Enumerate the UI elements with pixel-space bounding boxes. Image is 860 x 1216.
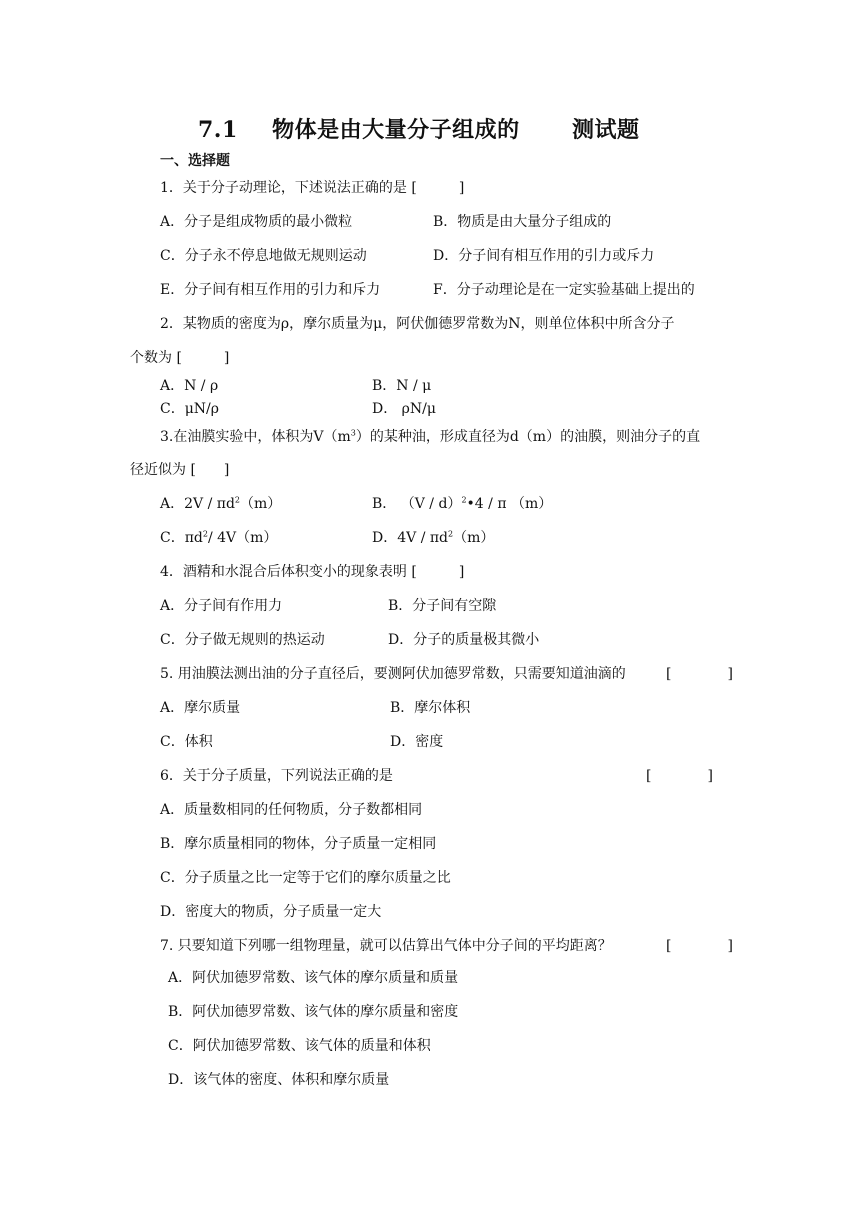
question-1-stem: 1．关于分子动理论，下述说法正确的是 [ ] xyxy=(160,180,465,196)
question-3-option-a-exponent: 2 xyxy=(234,495,241,505)
question-5-option-d: D．密度 xyxy=(390,734,444,750)
question-3-option-c xyxy=(160,528,277,548)
question-2-option-d: D． ρN/μ xyxy=(372,401,436,417)
question-7-option-d: D．该气体的密度、体积和摩尔质量 xyxy=(168,1072,390,1088)
question-1-option-a: A．分子是组成物质的最小微粒 xyxy=(160,214,353,230)
question-5-option-c: C．体积 xyxy=(160,734,213,750)
question-6-option-b: B．摩尔质量相同的物体，分子质量一定相同 xyxy=(160,836,437,852)
question-4-option-b: B．分子间有空隙 xyxy=(388,598,497,614)
question-3-option-b xyxy=(372,494,552,514)
section-heading: 一、选择题 xyxy=(160,153,230,169)
question-7-option-c: C．阿伏加德罗常数、该气体的质量和体积 xyxy=(168,1038,431,1054)
question-6-answer-bracket: [ ] xyxy=(646,768,713,784)
question-4-option-c: C．分子做无规则的热运动 xyxy=(160,632,325,648)
question-4-option-a: A．分子间有作用力 xyxy=(160,598,283,614)
question-7-option-b: B．阿伏加德罗常数、该气体的摩尔质量和密度 xyxy=(168,1004,459,1020)
question-6-option-c: C．分子质量之比一定等于它们的摩尔质量之比 xyxy=(160,870,451,886)
question-3-option-d xyxy=(372,528,494,548)
question-3-option-d-base: D．4V / πd xyxy=(372,530,449,546)
question-1-option-c: C．分子永不停息地做无规则运动 xyxy=(160,248,367,264)
question-3-stem-exponent: 3 xyxy=(350,428,356,438)
page-title xyxy=(198,113,640,144)
question-1-option-d: D．分子间有相互作用的引力或斥力 xyxy=(433,248,655,264)
question-3-stem-continued: 径近似为 [ ] xyxy=(130,462,230,478)
question-3-option-a-unit: （m） xyxy=(240,496,282,512)
question-3-stem-part-2: ）的某种油，形成直径为d（m）的油膜，则油分子的直 xyxy=(355,429,701,445)
question-1-option-f: F．分子动理论是在一定实验基础上提出的 xyxy=(433,282,695,298)
question-4-option-d: D．分子的质量极其微小 xyxy=(388,632,540,648)
question-2-option-c: C．μN/ρ xyxy=(160,401,220,417)
title-number: 7.1 xyxy=(198,117,238,143)
question-3-option-a-base: A．2V / πd xyxy=(160,496,235,512)
question-5-option-b: B．摩尔体积 xyxy=(390,700,471,716)
question-3-option-a xyxy=(160,494,281,514)
question-3-option-b-rest: •4 / π （m） xyxy=(466,496,553,512)
question-3-option-c-base: C．πd xyxy=(160,530,203,546)
question-5-answer-bracket: [ ] xyxy=(666,666,733,682)
question-6-option-d: D．密度大的物质，分子质量一定大 xyxy=(160,904,382,920)
question-2-stem: 2．某物质的密度为ρ，摩尔质量为μ，阿伏伽德罗常数为N，则单位体积中所含分子 xyxy=(160,316,675,332)
question-1-option-b: B．物质是由大量分子组成的 xyxy=(433,214,612,230)
title-main: 物体是由大量分子组成的 xyxy=(272,117,520,143)
question-7-stem: 7. 只要知道下列哪一组物理量，就可以估算出气体中分子间的平均距离？ xyxy=(160,938,612,954)
question-6-stem: 6．关于分子质量，下列说法正确的是 xyxy=(160,768,393,784)
question-3-option-b-exponent: 2 xyxy=(461,495,467,505)
question-3-option-d-unit: （m） xyxy=(453,530,495,546)
question-3-stem-part-1: 3.在油膜实验中，体积为V（m xyxy=(160,429,351,445)
question-1-option-e: E．分子间有相互作用的引力和斥力 xyxy=(160,282,381,298)
question-2-stem-continued: 个数为 [ ] xyxy=(130,350,230,366)
question-4-stem: 4．酒精和水混合后体积变小的现象表明 [ ] xyxy=(160,564,465,580)
question-3-stem xyxy=(160,427,700,447)
question-5-option-a: A．摩尔质量 xyxy=(160,700,241,716)
question-5-stem: 5. 用油膜法测出油的分子直径后，要测阿伏加德罗常数，只需要知道油滴的 xyxy=(160,666,626,682)
question-2-option-b: B．N / μ xyxy=(372,378,432,394)
question-7-option-a: A．阿伏加德罗常数、该气体的摩尔质量和质量 xyxy=(168,970,459,986)
question-3-option-d-exponent: 2 xyxy=(448,529,454,539)
question-6-option-a: A．质量数相同的任何物质，分子数都相同 xyxy=(160,802,423,818)
question-2-option-a: A．N / ρ xyxy=(160,378,219,394)
question-7-answer-bracket: [ ] xyxy=(666,938,733,954)
question-3-option-c-rest: / 4V（m） xyxy=(207,530,278,546)
question-3-option-c-exponent: 2 xyxy=(202,529,208,539)
question-3-option-b-base: B． （V / d） xyxy=(372,496,462,512)
title-suffix: 测试题 xyxy=(571,117,640,143)
